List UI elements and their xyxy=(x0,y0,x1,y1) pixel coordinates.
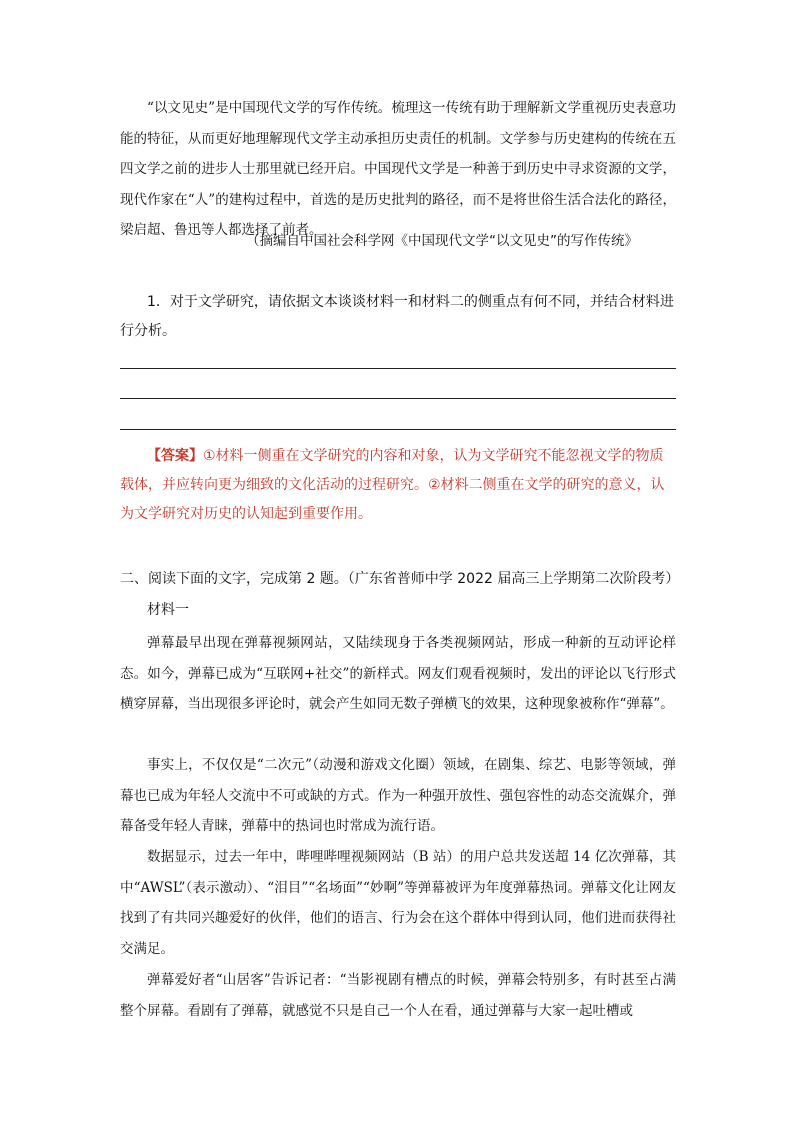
answer-text: ①材料一侧重在文学研究的内容和对象，认为文学研究不能忽视文学的物质载体，并应转向更为细致的文化活动的过程研究。②材料二侧重在文学的研究的意义，认为文学研究对历史的认知起到重要作用。 xyxy=(120,448,665,522)
material-label: 材料一 xyxy=(147,602,189,618)
section-heading: 二、阅读下面的文字，完成第 2 题。（广东省普师中学 2022 届高三上学期第二次阶段考） xyxy=(120,571,680,587)
material-paragraph-3: 数据显示，过去一年中，哔哩哔哩视频网站（B 站）的用户总共发送超 14 亿次弹幕，其中“AWSL”（表示激动）、“泪目”“名场面”“妙啊”等弹幕被评为年度弹幕热词。弹幕文化让网友找到了有共同兴趣爱好的伙伴，他们的语言、行为会在这个群体中得到认同，他们进而获得社交满足。 xyxy=(120,849,676,957)
passage-paragraph: “以文见史”是中国现代文学的写作传统。梳理这一传统有助于理解新文学重视历史表意功能的特征，从而更好地理解现代文学主动承担历史责任的机制。文学参与历史建构的传统在五四文学之前的进步人士那里就已经开启。中国现代文学是一种善于到历史中寻求资源的文学，现代作家在“人”的建构过程中，首选的是历史批判的路径，而不是将世俗生活合法化的路径，梁启超、鲁迅等人都选择了前者。 xyxy=(120,100,676,238)
material-paragraph-1: 弹幕最早出现在弹幕视频网站，又陆续现身于各类视频网站，形成一种新的互动评论样态。如今，弹幕已成为“互联网+社交”的新样式。网友们观看视频时，发出的评论以飞行形式横穿屏幕，当出现很多评论时，就会产生如同无数子弹横飞的效果，这种现象被称作“弹幕”。 xyxy=(120,635,676,712)
answer-block xyxy=(120,442,676,529)
material-paragraph-2: 事实上，不仅仅是“二次元”（动漫和游戏文化圈）领域，在剧集、综艺、电影等领域，弹幕也已成为年轻人交流中不可或缺的方式。作为一种强开放性、强包容性的动态交流媒介，弹幕备受年轻人青睐，弹幕中的热词也时常成为流行语。 xyxy=(120,757,676,834)
answer-line-3[interactable] xyxy=(120,429,676,430)
material-paragraph-4: 弹幕爱好者“山居客”告诉记者：“当影视剧有槽点的时候，弹幕会特别多，有时甚至占满整个屏幕。看剧有了弹幕，就感觉不只是自己一个人在看，通过弹幕与大家一起吐槽或 xyxy=(120,972,676,1019)
answer-tag: 【答案】 xyxy=(147,448,203,464)
answer-line-2[interactable] xyxy=(120,398,676,399)
question-1: 1．对于文学研究，请依据文本谈谈材料一和材料二的侧重点有何不同，并结合材料进行分析。 xyxy=(120,294,674,339)
source-citation: （摘编自中国社会科学网《中国现代文学“以文见史”的写作传统》 xyxy=(246,233,638,249)
answer-line-1[interactable] xyxy=(120,368,676,369)
